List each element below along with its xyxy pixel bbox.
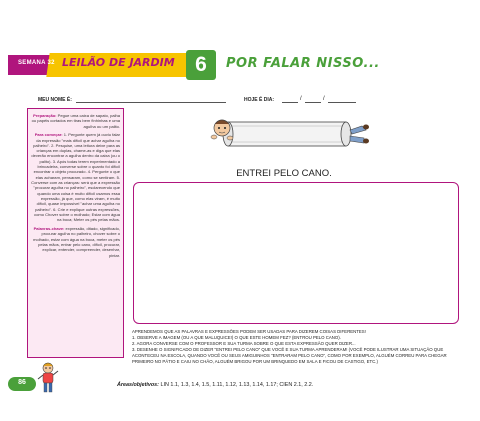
- week-label: SEMANA 32: [18, 60, 55, 66]
- drawing-area[interactable]: [133, 182, 459, 324]
- activity-instructions: [132, 329, 468, 365]
- page-number: 86: [18, 379, 26, 386]
- instruction-line: 2. AGORA CONVERSE COM O PROFESSOR E SUA TURMA SOBRE O QUE ESTA EXPRESSÃO QUER DIZER...: [132, 340, 356, 346]
- preparation-text: Pegue uma caixa de sapato, palha ou papéis cortados em tiras bem finhinhas e uma agulha ou um palito.: [31, 113, 120, 129]
- instruction-line: PRIMEIRO NO PÁTIO E CAIU NO CHÃO, ALGUÉM BRIGOU POR UM BRINQUEDO EM SALA E FICOU DE CASTIGO, ETC.): [132, 358, 378, 364]
- teacher-guide-panel: [27, 108, 124, 358]
- man-in-pipe-illustration: [206, 116, 370, 154]
- areas-label: Áreas/objetivos:: [117, 382, 159, 388]
- start-heading: Para começar:: [34, 132, 63, 138]
- instruction-line: APRENDEMOS QUE AS PALAVRAS E EXPRESSÕES PODEM SER USADAS PARA DIZEREM COISAS DIFERENTES!: [132, 329, 366, 334]
- name-label: MEU NOME É:: [38, 97, 72, 103]
- start-paragraph: [31, 132, 120, 223]
- keywords-paragraph: [31, 226, 120, 258]
- illustration-caption: ENTREI PELO CANO.: [236, 168, 332, 179]
- date-separator: /: [300, 96, 302, 102]
- keywords-text: expressão, ditado, significado, procurar agulha no palheiro, chover sobre o molhado, estar com água na boca, meter os pés pelas mãos, entrar pelo cano, difícil, procurar, explicar, entender, compreender, desenhar, pintar.: [33, 225, 120, 258]
- start-text: 1. Pergunte quem já ouviu falar da expressão "mais difícil que achar agulha no palheiro". 2. Pesquise, uma leitura deixe para as crianças em duplas, chame-as e diga que elas deverão encontrar a agulha dentro da caixa (ou o palito). 3. Após todas terem experimentado a brincadeira, converse sobre o quanto foi difícil encontrar o objeto procurado. 4. Pergunte o que elas acharam, pensaram, como se sentiram. 5. Converse com as crianças: será que a expressão "procurar agulha no palheiro", esclarecendo que quando uma coisa é muito difícil usamos essa expressão, já que, como elas viram, é muito difícil, quase impossível "achar uma agulha no palheiro". 6. Crie e explique outras expressões, como Chover sobre o molhado; Estar com água na boca; Meter os pés pelas mãos.: [31, 132, 120, 223]
- date-label: HOJE É DIA:: [244, 97, 275, 103]
- instruction-line: ACONTECEU NA ESCOLA, QUANDO VOCÊ OU SEUS AMIGUINHOS "ENTRARAM PELO CANO", COMO POR EXEMPLO, ALGUÉM CORREU PARA CHEGAR: [132, 352, 447, 358]
- instruction-line: 3. DESENHE O SIGNIFICADO DE DIZER "ENTREI PELO CANO" QUE VOCÊ E SUA TURMA APRENDERAM! (VOCÊ PODE ILUSTRAR UMA SITUAÇÃO QUE: [132, 346, 444, 352]
- lesson-title: POR FALAR NISSO...: [226, 56, 380, 71]
- date-year-field[interactable]: [328, 102, 356, 103]
- instruction-line: 1. OBSERVE A IMAGEM (OU A QUE MALUQUICE!) O QUE ESTE HOMEM FEZ? (ENTROU PELO CANO).: [132, 334, 341, 340]
- learning-objectives: [117, 382, 313, 388]
- lesson-number-badge: 6: [186, 50, 216, 80]
- name-field[interactable]: [76, 102, 226, 103]
- preparation-paragraph: [31, 113, 120, 129]
- date-day-field[interactable]: [282, 102, 298, 103]
- date-month-field[interactable]: [305, 102, 321, 103]
- areas-text: LIN 1.1, 1.3, 1.4, 1.5, 1.11, 1.12, 1.13, 1.14, 1.17; CIEN 2.1, 2.2.: [158, 382, 314, 388]
- date-separator: /: [323, 96, 325, 102]
- preparation-heading: Preparação:: [33, 113, 57, 118]
- series-label: LEILÃO DE JARDIM: [62, 56, 175, 69]
- mascot-icon: [36, 361, 60, 395]
- keywords-heading: Palavras-chave:: [33, 225, 65, 231]
